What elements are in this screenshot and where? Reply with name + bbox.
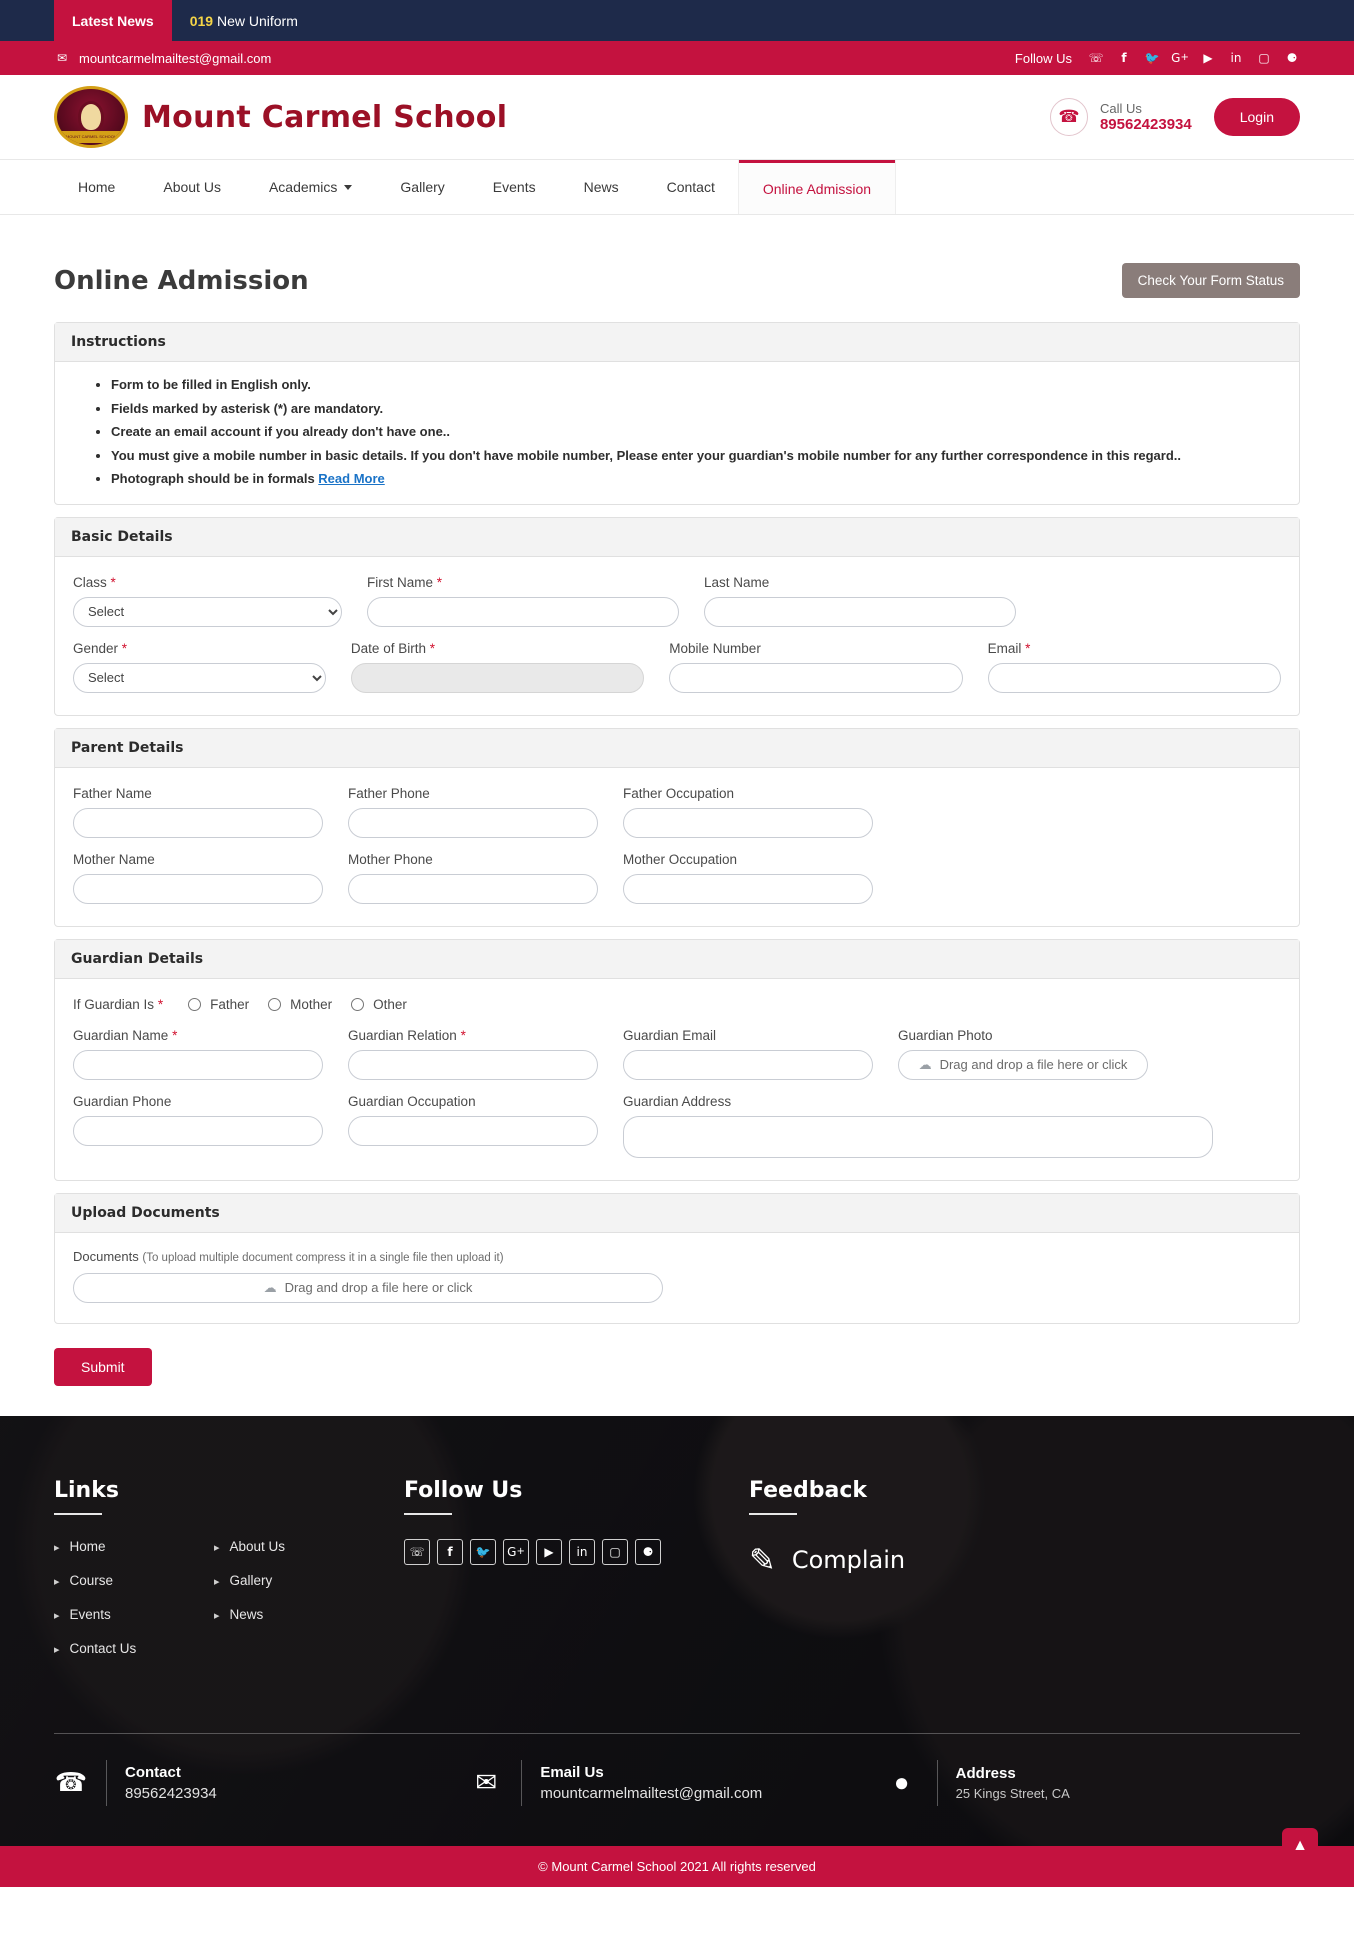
top-contact-bar (0, 41, 1354, 75)
guardian-email-label: Guardian Email (623, 1027, 717, 1043)
class-label: Class * (73, 574, 116, 590)
scroll-to-top-button[interactable]: ▲ (1282, 1828, 1318, 1864)
guardian-phone-field (73, 1094, 323, 1146)
top-email[interactable] (54, 50, 271, 66)
dob-field (351, 641, 644, 693)
instruction-item: • Create an email account if you already don't have one.. (111, 423, 1281, 441)
google-plus-icon[interactable]: G + (1171, 51, 1189, 65)
father-name-input[interactable] (73, 808, 323, 838)
dob-label: Date of Birth * (350, 640, 435, 656)
footer-feedback-column (749, 1478, 905, 1675)
gender-field (73, 641, 326, 693)
footer-address-value: 25 Kings Street, CA (955, 1785, 1070, 1801)
youtube-icon[interactable]: ▶ (1203, 51, 1213, 65)
copyright-bar: © Mount Carmel School 2021 All rights reserved (0, 1846, 1354, 1887)
mobile-number-input[interactable] (669, 663, 962, 693)
school-name: Mount Carmel School (142, 99, 508, 135)
cloud-upload-icon: ☁ (918, 1056, 932, 1072)
footer-email-value: mountcarmelmailtest@gmail.com (540, 1784, 763, 1802)
guardian-occupation-field (348, 1094, 598, 1146)
facebook-icon[interactable]: f (437, 1539, 463, 1565)
guardian-radio-other[interactable] (351, 998, 364, 1011)
call-us-number: 89562423934 (1099, 116, 1192, 133)
footer-link-course-label: Course (69, 1572, 114, 1588)
latest-news-bar (0, 0, 1354, 41)
upload-documents-heading: Upload Documents (55, 1194, 1299, 1233)
father-name-label: Father Name (73, 785, 152, 801)
follow-us-label: Follow Us (1014, 50, 1072, 66)
guardian-photo-drop-text: Drag and drop a file here or click (939, 1057, 1128, 1073)
documents-label: Documents (73, 1248, 139, 1264)
nav-item-contact[interactable]: Contact (666, 179, 715, 195)
basic-details-heading: Basic Details (55, 518, 1299, 557)
footer-link-events-label: Events (69, 1606, 111, 1622)
top-email-text: mountcarmelmailtest@gmail.com (79, 50, 272, 66)
first-name-label: First Name * (367, 574, 443, 590)
guardian-photo-label: Guardian Photo (898, 1027, 993, 1043)
footer-link-about-us-label: About Us (229, 1538, 286, 1554)
site-header (0, 75, 1354, 159)
latest-news-tag: Latest News (54, 0, 172, 41)
gender-select[interactable] (73, 663, 326, 693)
envelope-icon: ✉ (56, 51, 68, 65)
mother-name-label: Mother Name (73, 851, 155, 867)
guardian-details-heading: Guardian Details (55, 940, 1299, 979)
instruction-item (111, 470, 1281, 488)
email-field-wrap (988, 641, 1281, 693)
footer-link-contact-us[interactable] (54, 1641, 214, 1656)
instructions-list (73, 376, 1281, 488)
mobile-field (669, 641, 962, 693)
complain-button[interactable] (749, 1541, 905, 1579)
footer-address-title: Address (955, 1764, 1016, 1782)
phone-icon: ☎ (1050, 98, 1088, 136)
instagram-icon[interactable]: ▢ (1258, 51, 1270, 65)
nav-item-home[interactable]: Home (78, 179, 116, 195)
login-button[interactable]: Login (1214, 98, 1300, 136)
guardian-occupation-label: Guardian Occupation (348, 1093, 476, 1109)
whatsapp-icon[interactable]: ☏ (1088, 51, 1104, 65)
page-content (0, 215, 1354, 1416)
father-phone-field (348, 786, 598, 838)
guardian-option-father: Father (210, 996, 250, 1012)
news-ticker[interactable] (172, 13, 298, 29)
nav-item-gallery[interactable]: Gallery (400, 179, 445, 195)
twitter-icon[interactable]: 🐦 (470, 1539, 496, 1565)
footer-contact-block (54, 1760, 469, 1806)
linkedin-icon[interactable]: in (1230, 51, 1242, 65)
footer-contact-title: Contact (125, 1763, 181, 1781)
footer-link-home-label: Home (69, 1538, 106, 1554)
last-name-field (704, 575, 1016, 627)
father-phone-input[interactable] (348, 808, 598, 838)
cloud-upload-icon: ☁ (263, 1279, 277, 1295)
documents-hint: (To upload multiple document compress it in a single file then upload it) (142, 1251, 504, 1264)
mother-occupation-input[interactable] (623, 874, 873, 904)
footer-link-course[interactable] (54, 1573, 214, 1588)
mother-phone-label: Mother Phone (348, 851, 433, 867)
guardian-details-panel (54, 939, 1300, 1181)
mother-name-field (73, 852, 323, 904)
nav-item-events[interactable]: Events (492, 179, 536, 195)
class-field (73, 575, 342, 627)
news-ticker-text: New Uniform (213, 12, 298, 29)
email-label: Email * (987, 640, 1031, 656)
footer-link-events[interactable] (54, 1607, 214, 1622)
footer-feedback-heading: Feedback (749, 1477, 867, 1503)
nav-item-academics-label: Academics (268, 179, 338, 195)
guardian-occupation-input[interactable] (348, 1116, 598, 1146)
guardian-photo-field (898, 1028, 1148, 1080)
guardian-phone-input[interactable] (73, 1116, 323, 1146)
instruction-item-text: Photograph should be in formals (111, 471, 315, 487)
instructions-panel (54, 322, 1300, 505)
call-us-block (1050, 98, 1192, 136)
instructions-heading: Instructions (55, 323, 1299, 362)
site-footer (0, 1416, 1354, 1854)
chevron-down-icon (344, 185, 352, 190)
last-name-label: Last Name (704, 574, 770, 590)
guardian-type-row (73, 997, 1281, 1012)
nav-item-academics[interactable] (245, 160, 376, 214)
father-occupation-label: Father Occupation (623, 785, 735, 801)
guardian-option-other: Other (373, 996, 407, 1012)
instruction-item: • Fields marked by asterisk (*) are mandatory. (111, 400, 1281, 418)
envelope-icon: ✉ (475, 1767, 498, 1798)
guardian-name-field (73, 1028, 323, 1080)
edit-document-icon: ✎ (749, 1541, 776, 1578)
documents-note (73, 1249, 1281, 1264)
footer-follow-column (404, 1478, 749, 1675)
guardian-relation-label: Guardian Relation * (348, 1027, 466, 1043)
nav-item-about-us[interactable]: About Us (163, 179, 221, 195)
nav-item-news[interactable]: News (583, 179, 619, 195)
footer-address-block (885, 1760, 1300, 1806)
guardian-radio-father[interactable] (188, 998, 201, 1011)
facebook-icon[interactable]: f (1121, 51, 1127, 65)
father-name-field (73, 786, 323, 838)
phone-icon: ☎ (54, 1767, 88, 1798)
mobile-number-label: Mobile Number (669, 640, 761, 656)
footer-link-gallery[interactable] (214, 1573, 374, 1588)
guardian-radio-mother[interactable] (268, 998, 281, 1011)
check-form-status-button[interactable]: Check Your Form Status (1122, 263, 1300, 298)
basic-details-panel (54, 517, 1300, 716)
news-ticker-number: 019 (189, 12, 214, 29)
footer-email-title: Email Us (540, 1763, 604, 1781)
upload-documents-panel (54, 1193, 1300, 1324)
mother-phone-field (348, 852, 598, 904)
logo-block[interactable] (54, 86, 507, 148)
footer-link-news[interactable] (214, 1607, 374, 1622)
guardian-address-textarea[interactable] (623, 1116, 1213, 1158)
footer-email-block (469, 1760, 884, 1806)
mother-name-input[interactable] (73, 874, 323, 904)
guardian-email-field (623, 1028, 873, 1080)
main-navigation (0, 159, 1354, 215)
school-crest-icon (54, 86, 128, 148)
pinterest-icon[interactable]: ⚈ (635, 1539, 661, 1565)
footer-link-home[interactable] (54, 1539, 214, 1554)
if-guardian-is-label: If Guardian Is * (73, 996, 164, 1012)
footer-link-contact-us-label: Contact Us (69, 1640, 137, 1656)
guardian-address-field (623, 1094, 1213, 1158)
location-pin-icon: ● (893, 1767, 910, 1798)
submit-button[interactable]: Submit (54, 1348, 152, 1386)
footer-contact-value: 89562423934 (125, 1784, 217, 1802)
father-phone-label: Father Phone (348, 785, 430, 801)
footer-link-about-us[interactable] (214, 1539, 374, 1554)
guardian-name-input[interactable] (73, 1050, 323, 1080)
guardian-email-input[interactable] (623, 1050, 873, 1080)
parent-details-heading: Parent Details (55, 729, 1299, 768)
gender-label: Gender * (73, 640, 128, 656)
nav-item-online-admission[interactable]: Online Admission (739, 160, 895, 214)
instruction-item: • You must give a mobile number in basic details. If you don't have mobile number, Please enter your guardian's mobile number for any further correspondence in this regard.. (111, 447, 1281, 465)
guardian-name-label: Guardian Name * (73, 1027, 178, 1043)
father-occupation-input[interactable] (623, 808, 873, 838)
crest-ribbon-text: MOUNT CARMEL SCHOOL (57, 131, 125, 143)
footer-link-gallery-label: Gallery (229, 1572, 273, 1588)
linkedin-icon[interactable]: in (569, 1539, 595, 1565)
footer-follow-heading: Follow Us (404, 1477, 523, 1503)
twitter-icon[interactable]: 🐦 (1144, 51, 1160, 65)
date-of-birth-input[interactable] (351, 663, 644, 693)
complain-label: Complain (791, 1545, 906, 1574)
guardian-photo-dropzone[interactable] (898, 1050, 1148, 1080)
footer-links-heading: Links (54, 1477, 119, 1503)
call-us-label: Call Us (1099, 101, 1142, 116)
instruction-item: • Form to be filled in English only. (111, 376, 1281, 394)
mother-occupation-label: Mother Occupation (623, 851, 738, 867)
youtube-icon[interactable]: ▶ (536, 1539, 562, 1565)
father-occupation-field (623, 786, 873, 838)
guardian-address-label: Guardian Address (623, 1093, 732, 1109)
first-name-field (367, 575, 679, 627)
page-title: Online Admission (54, 265, 309, 296)
mother-phone-input[interactable] (348, 874, 598, 904)
last-name-input[interactable] (704, 597, 1016, 627)
google-plus-icon[interactable]: G + (503, 1539, 529, 1565)
pinterest-icon[interactable]: ⚈ (1286, 51, 1298, 65)
instagram-icon[interactable]: ▢ (602, 1539, 628, 1565)
whatsapp-icon[interactable]: ☏ (404, 1539, 430, 1565)
guardian-relation-input[interactable] (348, 1050, 598, 1080)
footer-link-news-label: News (229, 1606, 264, 1622)
read-more-link[interactable]: Read More (318, 471, 385, 487)
mother-occupation-field (623, 852, 873, 904)
guardian-option-mother: Mother (290, 996, 333, 1012)
email-input[interactable] (988, 663, 1281, 693)
guardian-phone-label: Guardian Phone (73, 1093, 172, 1109)
documents-dropzone[interactable] (73, 1273, 663, 1303)
guardian-relation-field (348, 1028, 598, 1080)
footer-links-column (54, 1478, 404, 1675)
first-name-input[interactable] (367, 597, 679, 627)
documents-drop-text: Drag and drop a file here or click (284, 1280, 473, 1296)
class-select[interactable] (73, 597, 342, 627)
parent-details-panel (54, 728, 1300, 927)
